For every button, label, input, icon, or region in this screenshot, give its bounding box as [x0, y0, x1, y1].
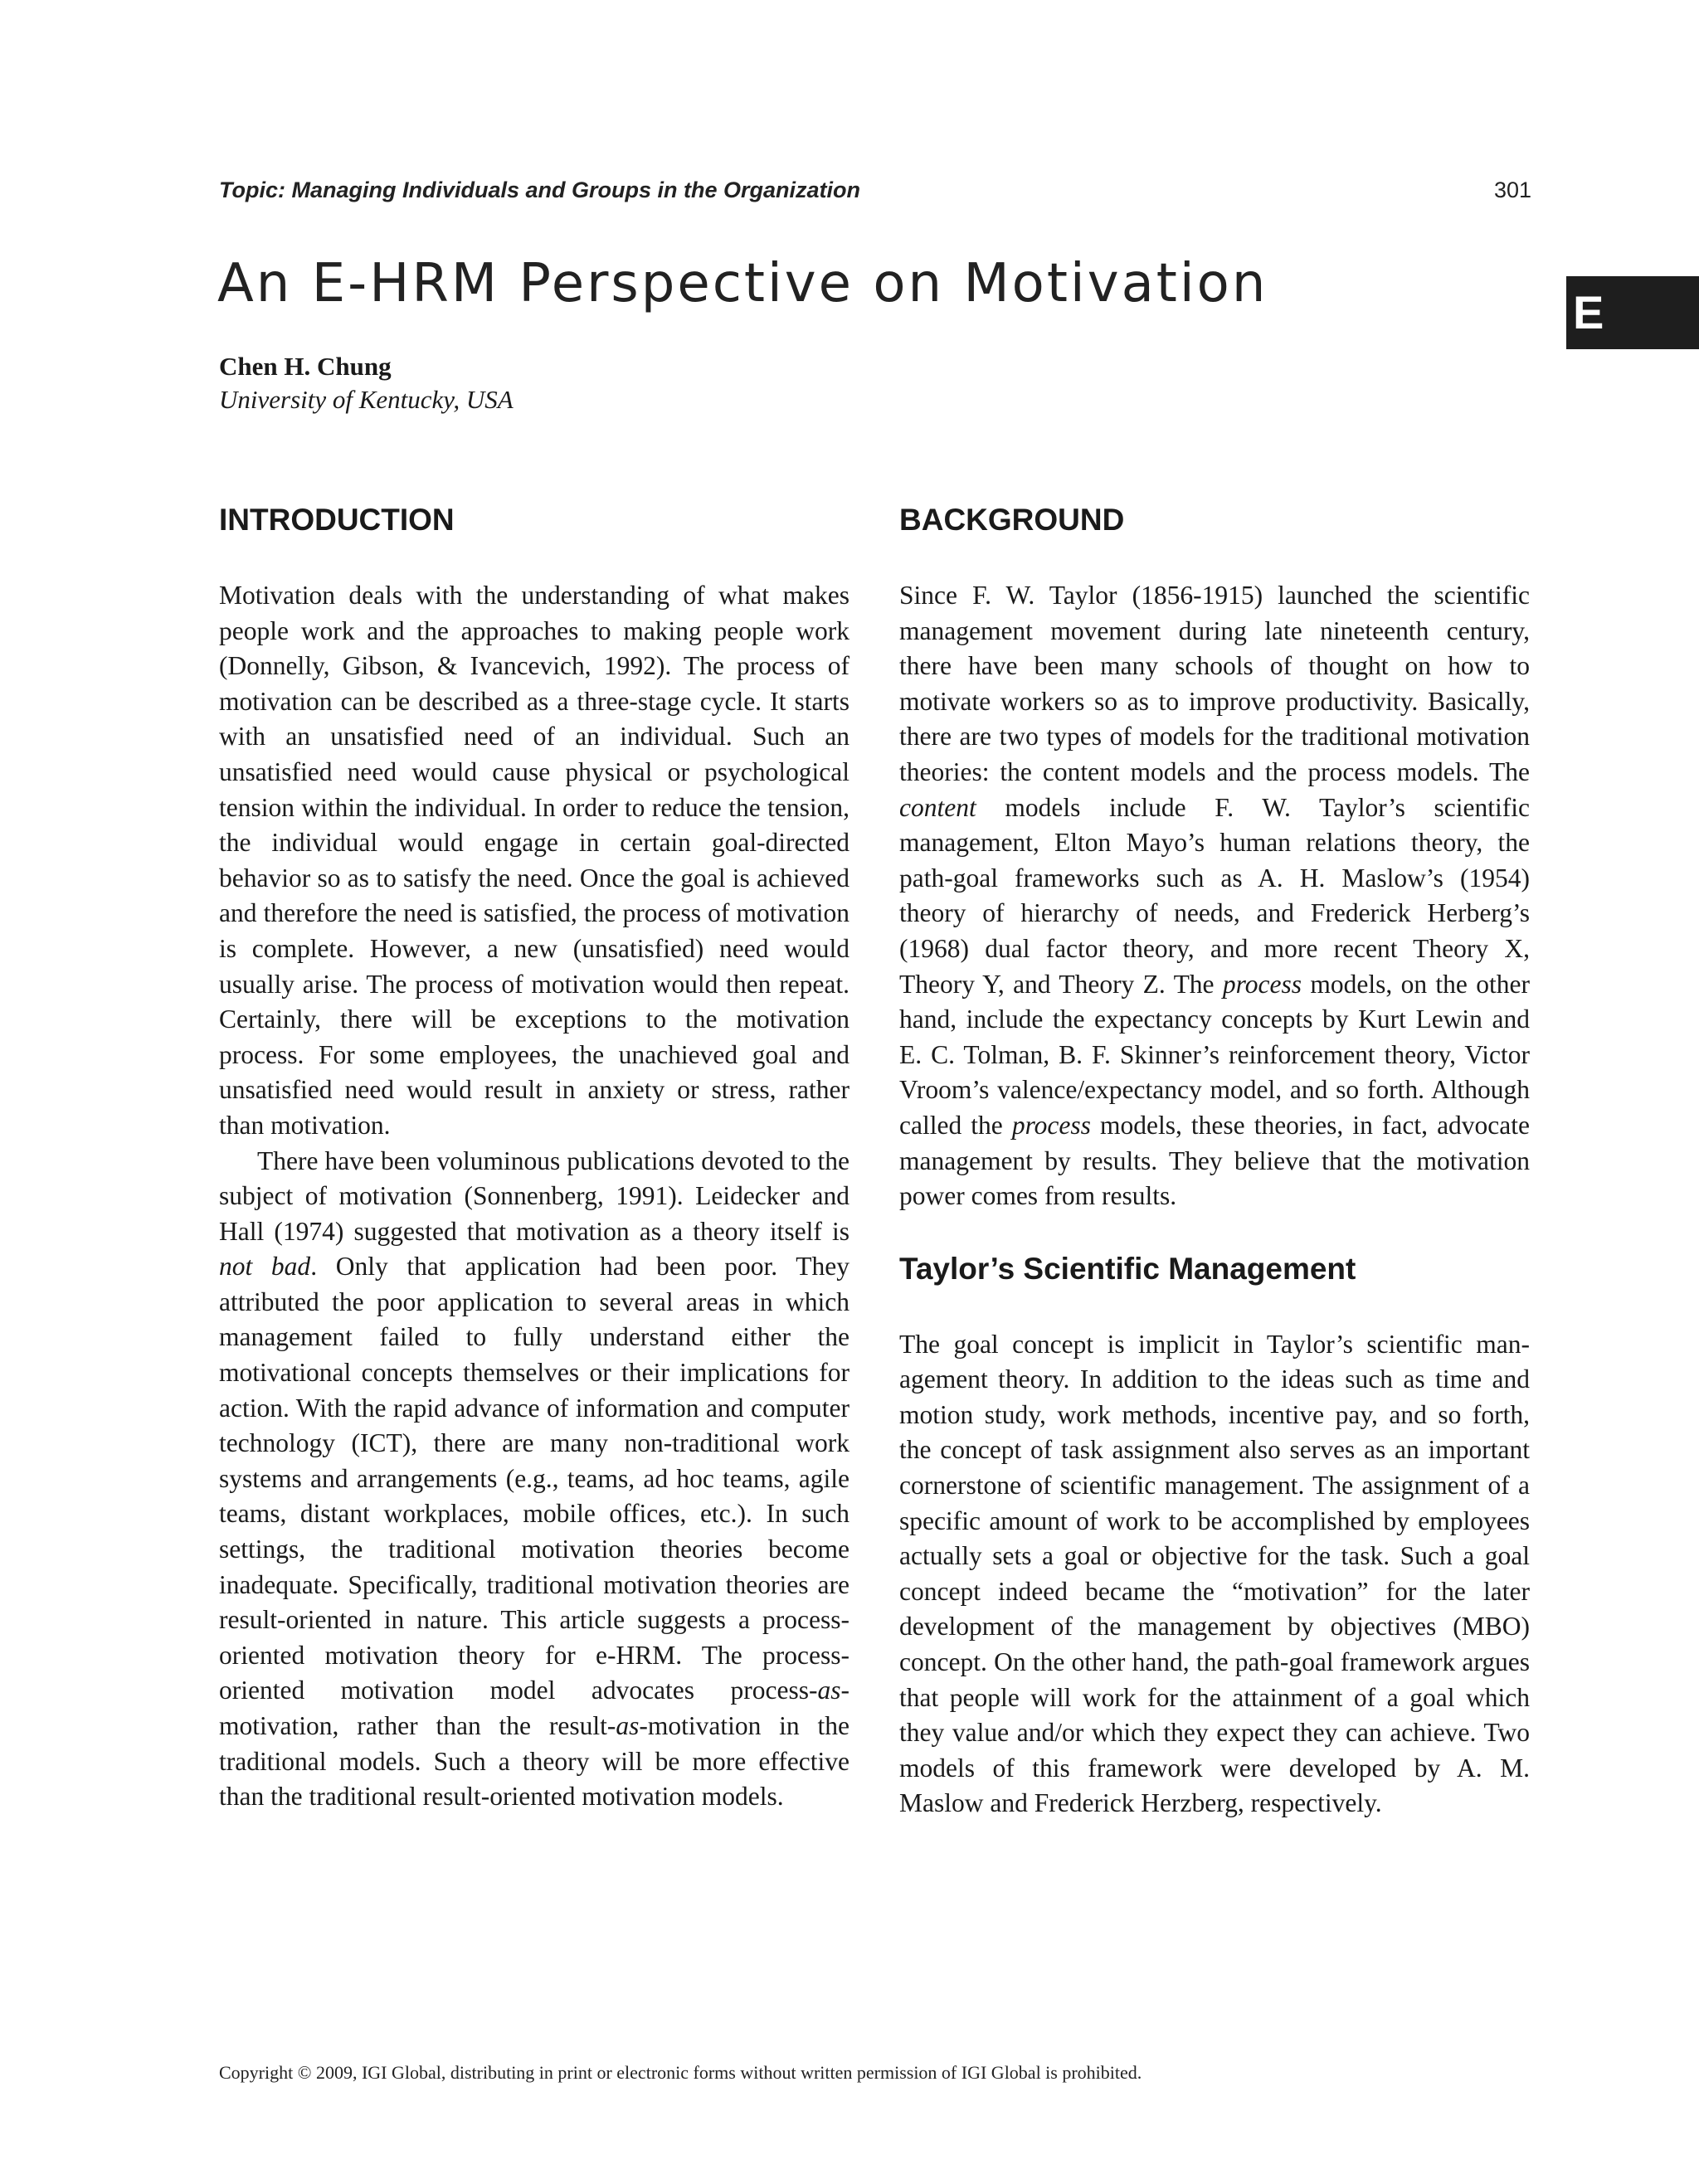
text-run: models, on the other hand, include the expectancy concepts by Kurt Lewin and E. C. Tolman, B. F. Skinner’s reinforcement theory, Victor Vroom’s valence/expectancy model, and so forth. Although called the	[899, 969, 1530, 1140]
author-name: Chen H. Chung	[219, 352, 392, 381]
text-run: models include F. W. Taylor’s scientific management, Elton Mayo’s human relations theory, the path-goal frameworks such as A. H. Maslow’s (1954) theory of hierarchy of needs, and Frederick Herberg’s (1968) dual factor theory, and more recent Theory X, Theory Y, and Theory Z. The	[899, 792, 1530, 999]
text-run: models, these theories, in fact, advocate management by results. They believe that the motivation power comes from results.	[899, 1110, 1531, 1211]
copyright-notice: Copyright © 2009, IGI Global, distributing in print or electronic forms without written permission of IGI Global is prohibited.	[219, 2062, 1142, 2083]
emphasis-text: content	[899, 792, 976, 822]
emphasis-text: not bad	[219, 1252, 311, 1282]
section-tab-marker: E	[1566, 276, 1699, 349]
running-header-topic: Topic: Managing Individuals and Groups in the Organization	[219, 178, 861, 202]
right-column	[899, 500, 1530, 1822]
text-run: . Only that application had been poor. They attributed the poor application to several areas in which management failed to fully understand either the motivational concepts themselves or their implications for action. With the rapid advance of information and computer technology (ICT), there are many non-traditional work systems and arrangements (e.g., teams, ad hoc teams, agile teams, distant workplaces, mobile offices, etc.). In such settings, the traditional motivation theories become inadequate. Specifically, traditional motivation theories are result-oriented in nature. This article suggests a process-oriented motivation theory for e-HRM. The process-oriented motivation model advocates process-	[219, 1252, 850, 1705]
page-number: 301	[1493, 178, 1531, 202]
taylor-paragraph-1: The goal concept is implicit in Taylor’s scientific management theory. In addition to the ideas such as time and motion study, work methods, incentive pay, and so forth, the concept of task assignment also serves as an important cornerstone of scientific management. The assignment of a specific amount of work to be accomplished by employees actually sets a goal or objective for the task. Such a goal concept indeed became the “motivation” for the later development of the management by objectives (MBO) concept. On the other hand, the path-goal framework argues that people will work for the attainment of a goal which they value and/or which they expect they can achieve. Two models of this framework were developed by A. M. Maslow and Frederick Herzberg, respectively.	[899, 1329, 1530, 1818]
text-run: -motivation in the traditional models. Such a theory will be more effective than the traditional result-oriented motivation models.	[219, 1711, 850, 1812]
background-heading: BACKGROUND	[899, 503, 1125, 537]
left-column	[219, 500, 850, 1815]
text-run: Since F. W. Taylor (1856-1915) launched the scientific management movement during late nineteenth century, there have been many schools of thought on how to motivate workers so as to improve productivity. Basically, there are two types of models for the traditional motivation theories: the content models and the process models. The	[899, 581, 1530, 786]
emphasis-text: as	[616, 1711, 640, 1740]
introduction-heading: INTRODUCTION	[219, 503, 455, 537]
author-affiliation: University of Kentucky, USA	[219, 385, 514, 414]
background-paragraph-1	[899, 578, 1530, 1214]
introduction-paragraph-2	[219, 1144, 850, 1815]
taylor-heading: Taylor’s Scientific Management	[899, 1251, 1356, 1286]
article-title: An E-HRM Perspective on Motivation	[217, 253, 1268, 314]
emphasis-text: process	[1222, 969, 1302, 999]
text-run: -motivation, rather than the result-	[219, 1676, 850, 1740]
emphasis-text: as	[817, 1676, 841, 1705]
introduction-paragraph-1: Motivation deals with the understanding of what makes people work and the approaches to making people work (Donnelly, Gibson, & Ivancevich, 1992). The process of motivation can be described as a three-stage cycle. It starts with an unsatisfied need of an individual. Such an unsatisfied need would cause physical or psychological tension within the individual. In order to reduce the tension, the individual would engage in certain goal-directed behavior so as to satisfy the need. Once the goal is achieved and therefore the need is satisfied, the process of motivation is complete. However, a new (unsatisfied) need would usually arise. The process of motivation would then repeat. Certainly, there will be exceptions to the motivation process. For some employees, the unachieved goal and unsatisfied need would result in anxiety or stress, rather than motivation.	[219, 581, 850, 1140]
emphasis-text: process	[1011, 1110, 1091, 1140]
text-run: There have been voluminous publications devoted to the subject of motivation (Sonnenberg, 1991). Leidecker and Hall (1974) suggested that motivation as a theory itself is	[219, 1146, 850, 1246]
